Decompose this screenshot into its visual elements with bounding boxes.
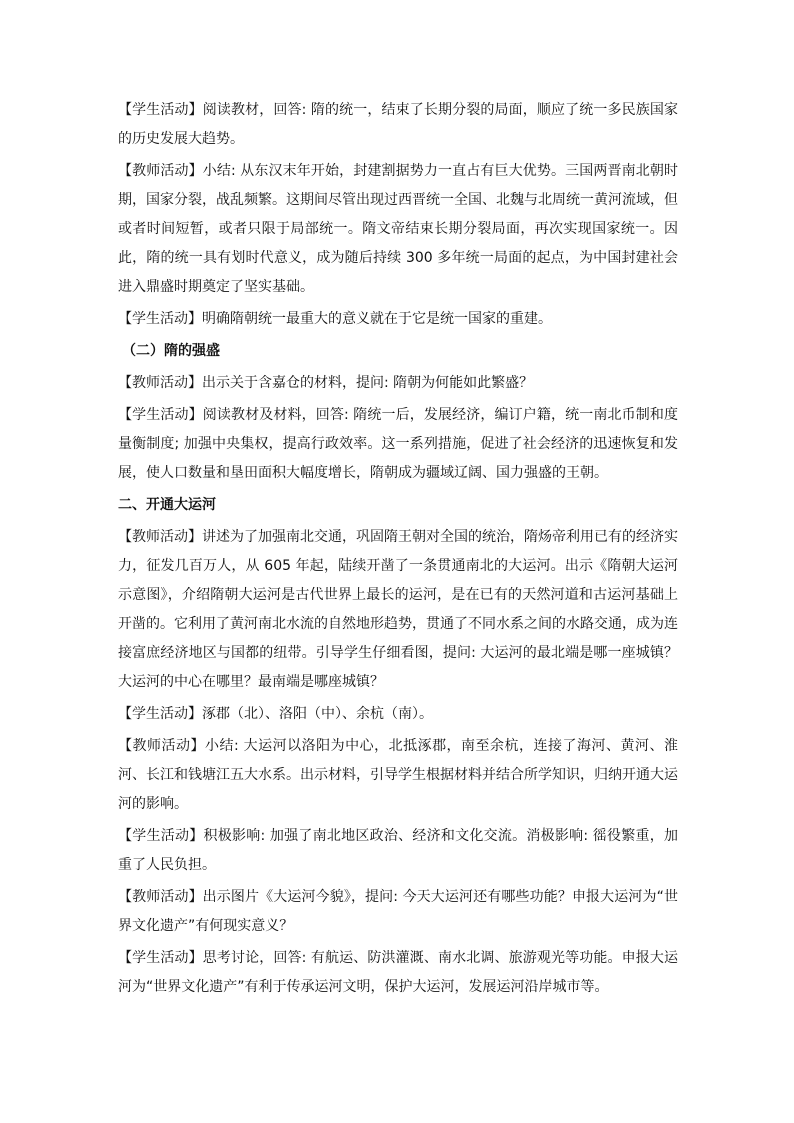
student-activity-paragraph: 【学生活动】涿郡（北）、洛阳（中）、余杭（南）。 <box>118 706 433 722</box>
section-heading: 二、开通大运河 <box>118 497 216 513</box>
student-activity-paragraph: 【学生活动】积极影响: 加强了南北地区政治、经济和文化交流。消极影响: 徭役繁重，加重了人民负担。 <box>118 828 678 873</box>
student-activity-paragraph: 【学生活动】明确隋朝统一最重大的意义就在于它是统一国家的重建。 <box>118 311 552 327</box>
teacher-activity-paragraph: 【教师活动】讲述为了加强南北交通，巩固隋王朝对全国的统治，隋炀帝利用已有的经济实力，征发几百万人，从 605 年起，陆续开凿了一条贯通南北的大运河。出示《隋朝大运河示意图》，介绍隋朝大运河是古代世界上最长的运河，是在已有的天然河道和古运河基础上开凿的。它利用了黄河南北水流的自然地形趋势，贯通了不同水系之间的水路交通，成为连接富庶经济地区与国都的纽带。引导学生仔细看图，提问: 大运河的最北端是哪一座城镇？大运河的中心在哪里？最南端是哪座城镇？ <box>118 529 678 690</box>
student-activity-paragraph: 【学生活动】阅读教材，回答: 隋的统一，结束了长期分裂的局面，顺应了统一多民族国家的历史发展大趋势。 <box>118 102 678 147</box>
student-activity-paragraph: 【学生活动】阅读教材及材料，回答: 隋统一后，发展经济，编订户籍，统一南北币制和度量衡制度; 加强中央集权，提高行政效率。这一系列措施，促进了社会经济的迅速恢复和发展，使人口数量和垦田面积大幅度增长，隋朝成为疆域辽阔、国力强盛的王朝。 <box>118 407 678 481</box>
section-subheading: （二）隋的强盛 <box>122 343 220 359</box>
teacher-activity-paragraph: 【教师活动】出示关于含嘉仓的材料，提问: 隋朝为何能如此繁盛？ <box>118 375 534 391</box>
student-activity-paragraph: 【学生活动】思考讨论，回答: 有航运、防洪灌溉、南水北调、旅游观光等功能。申报大运河为“世界文化遗产”有利于传承运河文明，保护大运河，发展运河沿岸城市等。 <box>118 950 678 995</box>
teacher-activity-paragraph: 【教师活动】出示图片《大运河今貌》，提问: 今天大运河还有哪些功能？申报大运河为“世界文化遗产”有何现实意义？ <box>118 889 678 934</box>
teacher-activity-paragraph: 【教师活动】小结: 从东汉末年开始，封建割据势力一直占有巨大优势。三国两晋南北朝时期，国家分裂，战乱频繁。这期间尽管出现过西晋统一全国、北魏与北周统一黄河流域，但或者时间短暂，或者只限于局部统一。隋文帝结束长期分裂局面，再次实现国家统一。因此，隋的统一具有划时代意义，成为随后持续 300 多年统一局面的起点，为中国封建社会进入鼎盛时期奠定了坚实基础。 <box>118 163 678 295</box>
teacher-activity-paragraph: 【教师活动】小结: 大运河以洛阳为中心，北抵涿郡，南至余杭，连接了海河、黄河、淮河、长江和钱塘江五大水系。出示材料，引导学生根据材料并结合所学知识，归纳开通大运河的影响。 <box>118 738 678 812</box>
document-page <box>118 96 678 1005</box>
